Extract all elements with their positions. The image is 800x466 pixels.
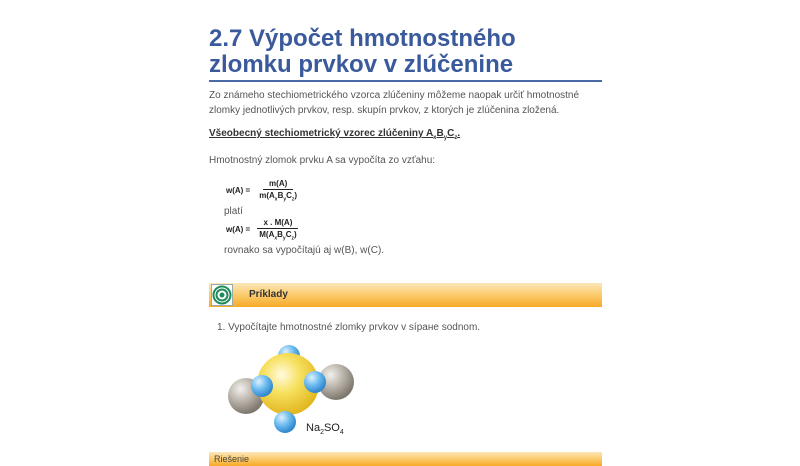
den-c: C: [286, 191, 292, 200]
mass-fraction-text: Hmotnostný zlomok prvku A sa vypočíta zo vzťahu:: [209, 155, 436, 166]
so-symbol: SO: [323, 422, 340, 434]
oxygen-atom-bottom: [274, 411, 296, 433]
formula-molar-lhs: w(A) =: [226, 225, 251, 235]
examples-label: Príklady: [249, 289, 288, 300]
general-formula-y: y: [443, 135, 448, 141]
intro-paragraph: Zo známeho stechiometrického vzorca zlúčeniny môžeme naopak určiť hmotnostné zlomky jednotlivých prvkov, resp. skupín prvkov, z ktorých je zlúčenina zložená.: [209, 90, 580, 116]
formula-molar-fraction: [253, 218, 302, 242]
oxygen-atom-left: [251, 375, 273, 397]
general-formula-end: .: [457, 128, 461, 139]
den-y: y: [283, 196, 287, 203]
den-suffix: ): [294, 191, 298, 200]
page-title: 2.7 Výpočet hmotnostného zlomku prvkov v zlúčenine: [209, 26, 602, 82]
examples-section-bar[interactable]: [209, 283, 602, 307]
general-formula-x: x: [433, 135, 437, 141]
den-z: z: [291, 196, 295, 203]
general-formula-label: Všeobecný stechiometrický vzorec zlúčeniny A: [209, 128, 434, 139]
solution-label: Riešenie: [214, 454, 250, 464]
den-prefix: M(A: [259, 230, 275, 239]
formula-molar-numerator: x . M(A): [257, 218, 298, 229]
plati-text: platí: [224, 206, 243, 217]
formula-mass-lhs: w(A) =: [226, 186, 251, 196]
den-y: y: [282, 235, 286, 242]
solution-section-bar[interactable]: [209, 452, 602, 466]
den-z: z: [291, 235, 294, 242]
formula-mass-fraction: [253, 179, 303, 203]
formula-mass-numerator: m(A): [263, 179, 293, 190]
molecule-formula: [306, 422, 344, 436]
na-subscript: 2: [320, 429, 324, 437]
formula-mass: [226, 179, 303, 203]
den-prefix: m(A: [259, 191, 275, 200]
rovnako-text: rovnako sa vypočítajú aj w(B), w(C).: [224, 245, 385, 256]
general-formula-heading: [209, 128, 460, 141]
task-item: 1. Vypočítajte hmotnostné zlomky prvkov v síране sodnom.: [217, 322, 481, 333]
den-x: x: [274, 196, 278, 203]
den-b: B: [277, 230, 283, 239]
general-formula-c: C: [447, 128, 455, 139]
oxygen-atom-right: [304, 371, 326, 393]
den-x: x: [274, 235, 278, 242]
o-subscript: 4: [339, 429, 344, 437]
target-icon: [211, 284, 233, 306]
sodium-sulfate-molecule-image: [214, 340, 364, 440]
general-formula-b: B: [436, 128, 444, 139]
den-b: B: [277, 191, 284, 200]
den-suffix: ): [293, 230, 297, 239]
den-c: C: [285, 230, 292, 239]
formula-molar-denominator: [253, 229, 302, 242]
general-formula-z: z: [454, 135, 458, 141]
formula-mass-denominator: [253, 190, 303, 203]
formula-molar: [226, 218, 303, 242]
na-symbol: Na: [306, 422, 321, 434]
